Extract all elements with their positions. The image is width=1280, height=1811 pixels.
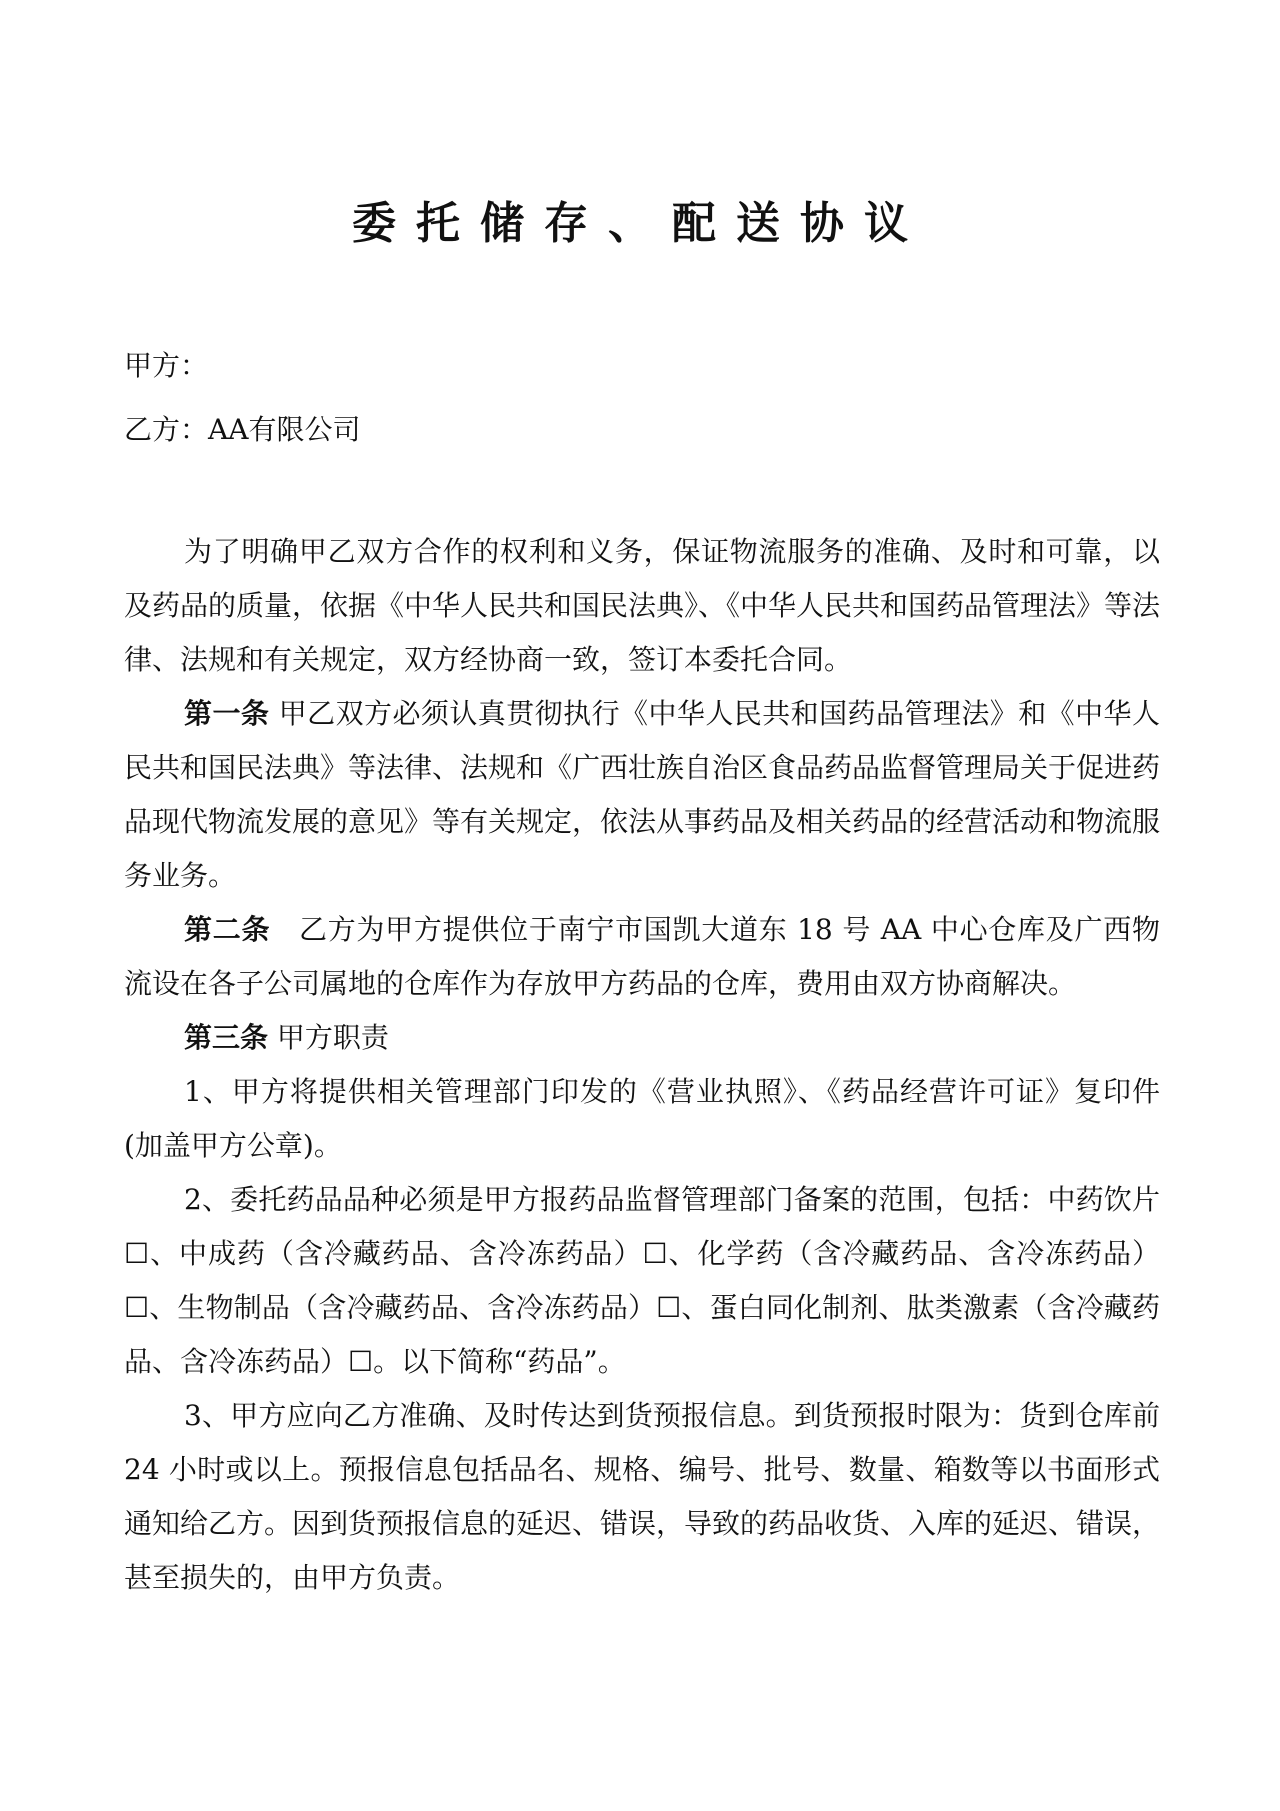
agreement-body [124,525,1160,1605]
article-3-text: 甲方职责 [268,1021,389,1054]
article-1-heading: 第一条 [184,697,270,730]
party-b-line: 乙方：AA有限公司 [124,413,361,446]
article-3-paragraph [124,1011,1160,1065]
article-3-item-2: 2、委托药品品种必须是甲方报药品监督管理部门备案的范围，包括：中药饮片☐、中成药（含冷藏药品、含冷冻药品）☐、化学药（含冷藏药品、含冷冻药品）☐、生物制品（含冷藏药品、含冷冻药品）☐、蛋白同化制剂、肽类激素（含冷藏药品、含冷冻药品）☐。以下简称“药品”。 [124,1183,1160,1378]
article-1-paragraph [124,687,1160,903]
article-2-heading: 第二条 [184,913,271,946]
article-3-item-3: 3、甲方应向乙方准确、及时传达到货预报信息。到货预报时限为：货到仓库前 24 小时或以上。预报信息包括品名、规格、编号、批号、数量、箱数等以书面形式通知给乙方。因到货预报信息的延迟、错误，导致的药品收货、入库的延迟、错误，甚至损失的，由甲方负责。 [124,1399,1161,1594]
intro-paragraph: 为了明确甲乙双方合作的权利和义务，保证物流服务的准确、及时和可靠，以及药品的质量，依据《中华人民共和国民法典》、《中华人民共和国药品管理法》等法律、法规和有关规定，双方经协商一致，签订本委托合同。 [124,535,1161,676]
article-2-text: 乙方为甲方提供位于南宁市国凯大道东 18 号 AA 中心仓库及广西物流设在各子公司属地的仓库作为存放甲方药品的仓库，费用由双方协商解决。 [124,913,1160,1000]
article-3-heading: 第三条 [184,1021,269,1054]
article-1-text: 甲乙双方必须认真贯彻执行《中华人民共和国药品管理法》和《中华人民共和国民法典》等法律、法规和《广西壮族自治区食品药品监督管理局关于促进药品现代物流发展的意见》等有关规定，依法从事药品及相关药品的经营活动和物流服务业务。 [124,697,1161,892]
document-title: 委托储存、配送协议 [352,198,928,249]
party-a-line: 甲方： [124,349,209,382]
article-2-paragraph [124,903,1160,1011]
article-3-item-1: 1、甲方将提供相关管理部门印发的《营业执照》、《药品经营许可证》复印件(加盖甲方公章)。 [124,1075,1160,1162]
